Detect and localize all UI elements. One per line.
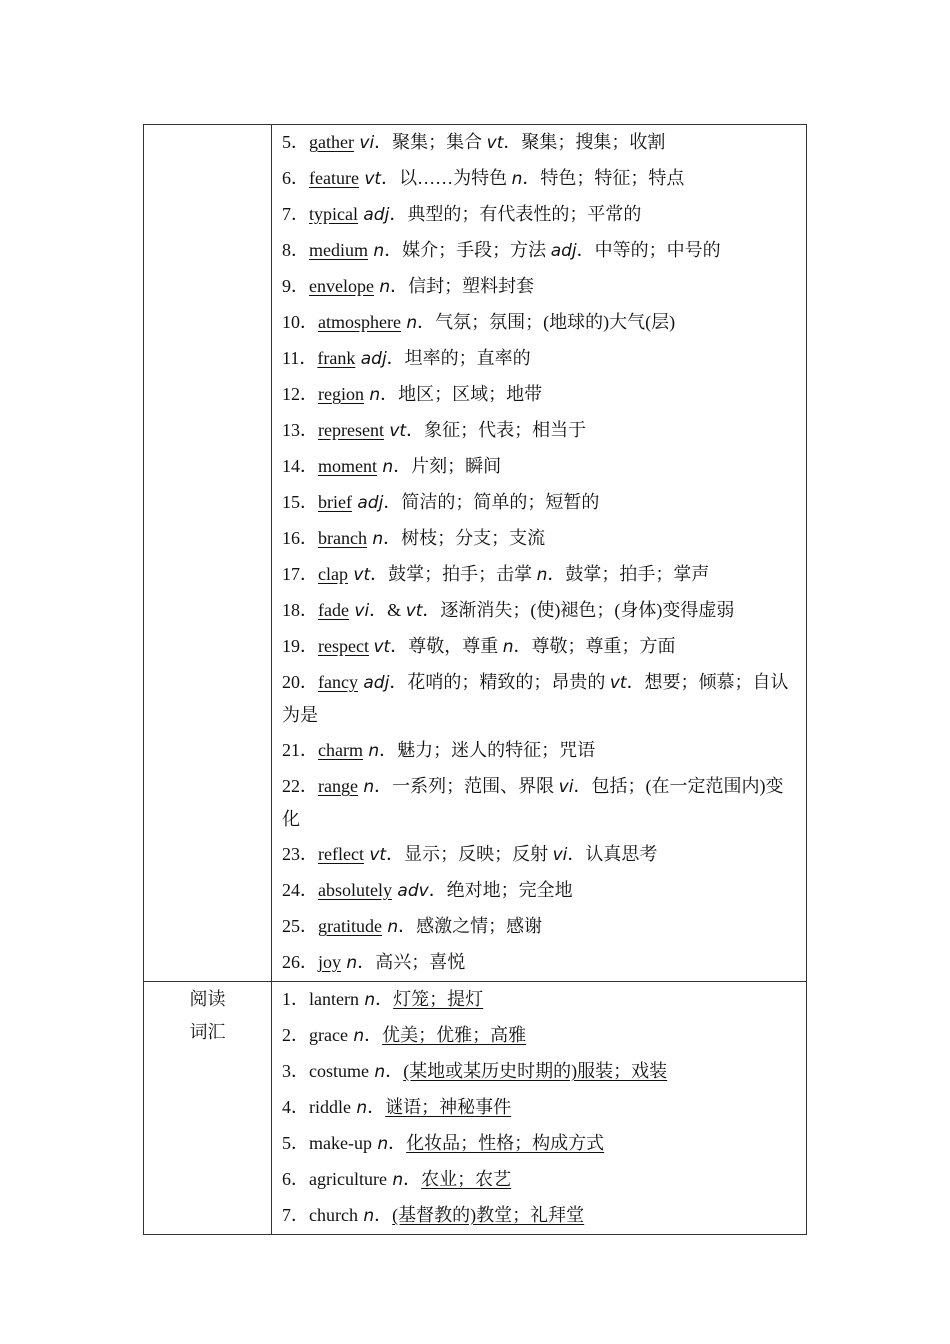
part-of-speech: n: [357, 777, 375, 797]
answer-text: 优美；优雅；高雅: [382, 1025, 527, 1045]
definition-text: ．典型的；有代表性的；平常的: [389, 204, 642, 224]
answer-text: 化妆品；性格；构成方式: [406, 1133, 605, 1153]
separator: ．: [364, 1025, 383, 1045]
vocab-word: frank: [317, 348, 356, 368]
part-of-speech: vt: [363, 845, 387, 865]
part-of-speech: n: [371, 1134, 389, 1154]
part-of-speech: n: [502, 637, 514, 657]
item-number: 23．: [282, 844, 318, 864]
definition-text: ．聚集；搜集；收割: [503, 132, 666, 152]
list-item: [282, 769, 798, 837]
item-number: 5．: [282, 1133, 309, 1153]
definition-text: ．媒介；手段；方法: [384, 240, 551, 260]
vocab-word: branch: [318, 528, 367, 548]
list-item: [282, 125, 798, 161]
part-of-speech: vt: [383, 421, 407, 441]
definition-text: ．包括；(在一定范围内)变化: [282, 776, 784, 829]
list-item: [282, 909, 798, 945]
part-of-speech: n: [357, 1206, 375, 1226]
definition-text: ．绝对地；完全地: [428, 880, 573, 900]
item-number: 20．: [282, 672, 318, 692]
item-number: 15．: [282, 492, 318, 512]
vocab-word: gratitude: [318, 916, 382, 936]
core-vocabulary-list: [272, 125, 807, 982]
item-number: 6．: [282, 1169, 309, 1189]
part-of-speech: n: [536, 565, 548, 585]
part-of-speech: vt: [609, 673, 627, 693]
item-number: 5．: [282, 132, 309, 152]
answer-text: (某地或某历史时期的)服装；戏装: [403, 1061, 668, 1081]
definition-text: ．感激之情；感谢: [398, 916, 543, 936]
vocab-word: moment: [318, 456, 377, 476]
section-label-vocabulary: 词汇: [189, 1022, 226, 1042]
definition-text: ．气氛；氛围；(地球的)大气(层): [417, 312, 676, 332]
item-number: 4．: [282, 1097, 309, 1117]
part-of-speech: vi: [348, 601, 370, 621]
definition-text: ．逐渐消失；(使)褪色；(身体)变得虚弱: [422, 600, 735, 620]
definition-text: ．片刻；瞬间: [393, 456, 502, 476]
item-number: 13．: [282, 420, 318, 440]
answer-text: 灯笼；提灯: [393, 989, 484, 1009]
item-number: 12．: [282, 384, 318, 404]
vocab-word: brief: [318, 492, 352, 512]
list-item: [282, 629, 798, 665]
vocab-word: medium: [309, 240, 368, 260]
vocab-word: fade: [318, 600, 349, 620]
part-of-speech: n: [366, 529, 384, 549]
list-item: [282, 341, 798, 377]
part-of-speech: adv: [392, 881, 429, 901]
reading-vocabulary-list: [272, 982, 807, 1235]
definition-text: ．鼓掌；拍手；掌声: [547, 564, 710, 584]
part-of-speech: n: [368, 241, 385, 261]
separator: ．: [388, 1133, 407, 1153]
part-of-speech: vt: [373, 637, 391, 657]
vocab-word: joy: [318, 952, 342, 972]
definition-text: ．树枝；分支；支流: [383, 528, 546, 548]
item-number: 19．: [282, 636, 318, 656]
part-of-speech: n: [511, 169, 523, 189]
part-of-speech: adj: [550, 241, 577, 261]
part-of-speech: n: [369, 1062, 386, 1082]
answer-text: (基督教的)教堂；礼拜堂: [392, 1205, 585, 1225]
definition-text: ．&: [369, 600, 406, 620]
section-label-cell: [144, 125, 272, 982]
part-of-speech: vt: [347, 565, 371, 585]
part-of-speech: adj: [357, 673, 390, 693]
vocab-word: atmosphere: [318, 312, 401, 332]
list-item: [282, 485, 798, 521]
vocab-word: absolutely: [318, 880, 392, 900]
part-of-speech: vt: [405, 601, 423, 621]
vocab-word: reflect: [318, 844, 364, 864]
list-item: [282, 1018, 798, 1054]
list-item: [282, 305, 798, 341]
item-number: 17．: [282, 564, 318, 584]
vocab-word: clap: [318, 564, 348, 584]
vocab-word: respect: [318, 636, 369, 656]
vocab-word: typical: [309, 204, 358, 224]
list-item: [282, 233, 798, 269]
table-row: [144, 982, 807, 1235]
definition-text: ．鼓掌；拍手；击掌: [370, 564, 537, 584]
item-number: 25．: [282, 916, 318, 936]
vocab-word: grace: [309, 1025, 348, 1045]
part-of-speech: n: [341, 953, 358, 973]
definition-text: ．尊敬；尊重；方面: [513, 636, 676, 656]
item-number: 21．: [282, 740, 318, 760]
item-number: 7．: [282, 204, 309, 224]
definition-text: ．中等的；中号的: [576, 240, 721, 260]
item-number: 22．: [282, 776, 318, 796]
separator: ．: [375, 989, 394, 1009]
definition-text: ．坦率的；直率的: [386, 348, 531, 368]
definition-text: ．简洁的；简单的；短暂的: [383, 492, 600, 512]
answer-text: 农业；农艺: [421, 1169, 512, 1189]
item-number: 6．: [282, 168, 309, 188]
item-number: 16．: [282, 528, 318, 548]
separator: ．: [403, 1169, 422, 1189]
vocab-word: fancy: [318, 672, 358, 692]
vocab-word: range: [318, 776, 358, 796]
table-row: [144, 125, 807, 982]
list-item: [282, 1198, 798, 1234]
list-item: [282, 449, 798, 485]
list-item: [282, 161, 798, 197]
part-of-speech: n: [358, 990, 376, 1010]
part-of-speech: n: [351, 1098, 368, 1118]
part-of-speech: vi: [552, 845, 568, 865]
vocab-word: charm: [318, 740, 363, 760]
definition-text: ．以……为特色: [381, 168, 512, 188]
item-number: 9．: [282, 276, 309, 296]
part-of-speech: adj: [351, 493, 384, 513]
vocab-word: region: [318, 384, 364, 404]
vocab-word: costume: [309, 1061, 369, 1081]
list-item: [282, 413, 798, 449]
part-of-speech: vi: [558, 777, 574, 797]
list-item: [282, 377, 798, 413]
list-item: [282, 269, 798, 305]
list-item: [282, 197, 798, 233]
vocab-word: feature: [309, 168, 359, 188]
vocabulary-table: [143, 124, 807, 1235]
part-of-speech: adj: [355, 349, 387, 369]
vocab-word: represent: [318, 420, 384, 440]
part-of-speech: n: [377, 457, 394, 477]
list-item: [282, 557, 798, 593]
vocab-word: riddle: [309, 1097, 351, 1117]
part-of-speech: vt: [486, 133, 504, 153]
item-number: 1．: [282, 989, 309, 1009]
definition-text: ．花哨的；精致的；昂贵的: [389, 672, 610, 692]
part-of-speech: vt: [358, 169, 382, 189]
separator: ．: [367, 1097, 386, 1117]
definition-text: ．魅力；迷人的特征；咒语: [379, 740, 596, 760]
definition-text: ．高兴；喜悦: [357, 952, 466, 972]
item-number: 24．: [282, 880, 318, 900]
definition-text: ．一系列；范围、界限: [374, 776, 559, 796]
vocab-word: lantern: [309, 989, 359, 1009]
list-item: [282, 1054, 798, 1090]
item-number: 11．: [282, 348, 318, 368]
item-number: 18．: [282, 600, 318, 620]
item-number: 26．: [282, 952, 318, 972]
vocab-word: agriculture: [309, 1169, 387, 1189]
definition-text: ．象征；代表；相当于: [406, 420, 587, 440]
answer-text: 谜语；神秘事件: [385, 1097, 512, 1117]
vocab-word: gather: [309, 132, 354, 152]
list-item: [282, 733, 798, 769]
vocab-word: envelope: [309, 276, 374, 296]
part-of-speech: n: [363, 385, 381, 405]
section-label-reading: 阅读: [189, 989, 226, 1009]
section-label-cell: [144, 982, 272, 1235]
list-item: [282, 1126, 798, 1162]
list-item: [282, 1162, 798, 1198]
part-of-speech: n: [347, 1026, 365, 1046]
part-of-speech: n: [373, 277, 391, 297]
list-item: [282, 873, 798, 909]
definition-text: ．地区；区域；地带: [380, 384, 543, 404]
list-item: [282, 982, 798, 1018]
definition-text: ．尊敬，尊重: [390, 636, 503, 656]
definition-text: ．信封；塑料封套: [390, 276, 535, 296]
definition-text: ．认真思考: [567, 844, 658, 864]
separator: ．: [374, 1205, 393, 1225]
list-item: [282, 521, 798, 557]
part-of-speech: n: [386, 1170, 404, 1190]
list-item: [282, 593, 798, 629]
part-of-speech: vi: [353, 133, 375, 153]
part-of-speech: n: [381, 917, 399, 937]
list-item: [282, 945, 798, 981]
list-item: [282, 665, 798, 733]
list-item: [282, 837, 798, 873]
item-number: 2．: [282, 1025, 309, 1045]
item-number: 7．: [282, 1205, 309, 1225]
vocab-word: make-up: [309, 1133, 372, 1153]
item-number: 10．: [282, 312, 318, 332]
definition-text: ．想要；倾慕；自认为是: [282, 672, 789, 725]
definition-text: ．聚集；集合: [374, 132, 487, 152]
part-of-speech: adj: [357, 205, 390, 225]
separator: ．: [385, 1061, 404, 1081]
vocab-word: church: [309, 1205, 358, 1225]
list-item: [282, 1090, 798, 1126]
item-number: 3．: [282, 1061, 309, 1081]
definition-text: ．特色；特征；特点: [522, 168, 685, 188]
part-of-speech: n: [362, 741, 380, 761]
definition-text: ．显示；反映；反射: [386, 844, 553, 864]
item-number: 8．: [282, 240, 309, 260]
item-number: 14．: [282, 456, 318, 476]
part-of-speech: n: [400, 313, 418, 333]
